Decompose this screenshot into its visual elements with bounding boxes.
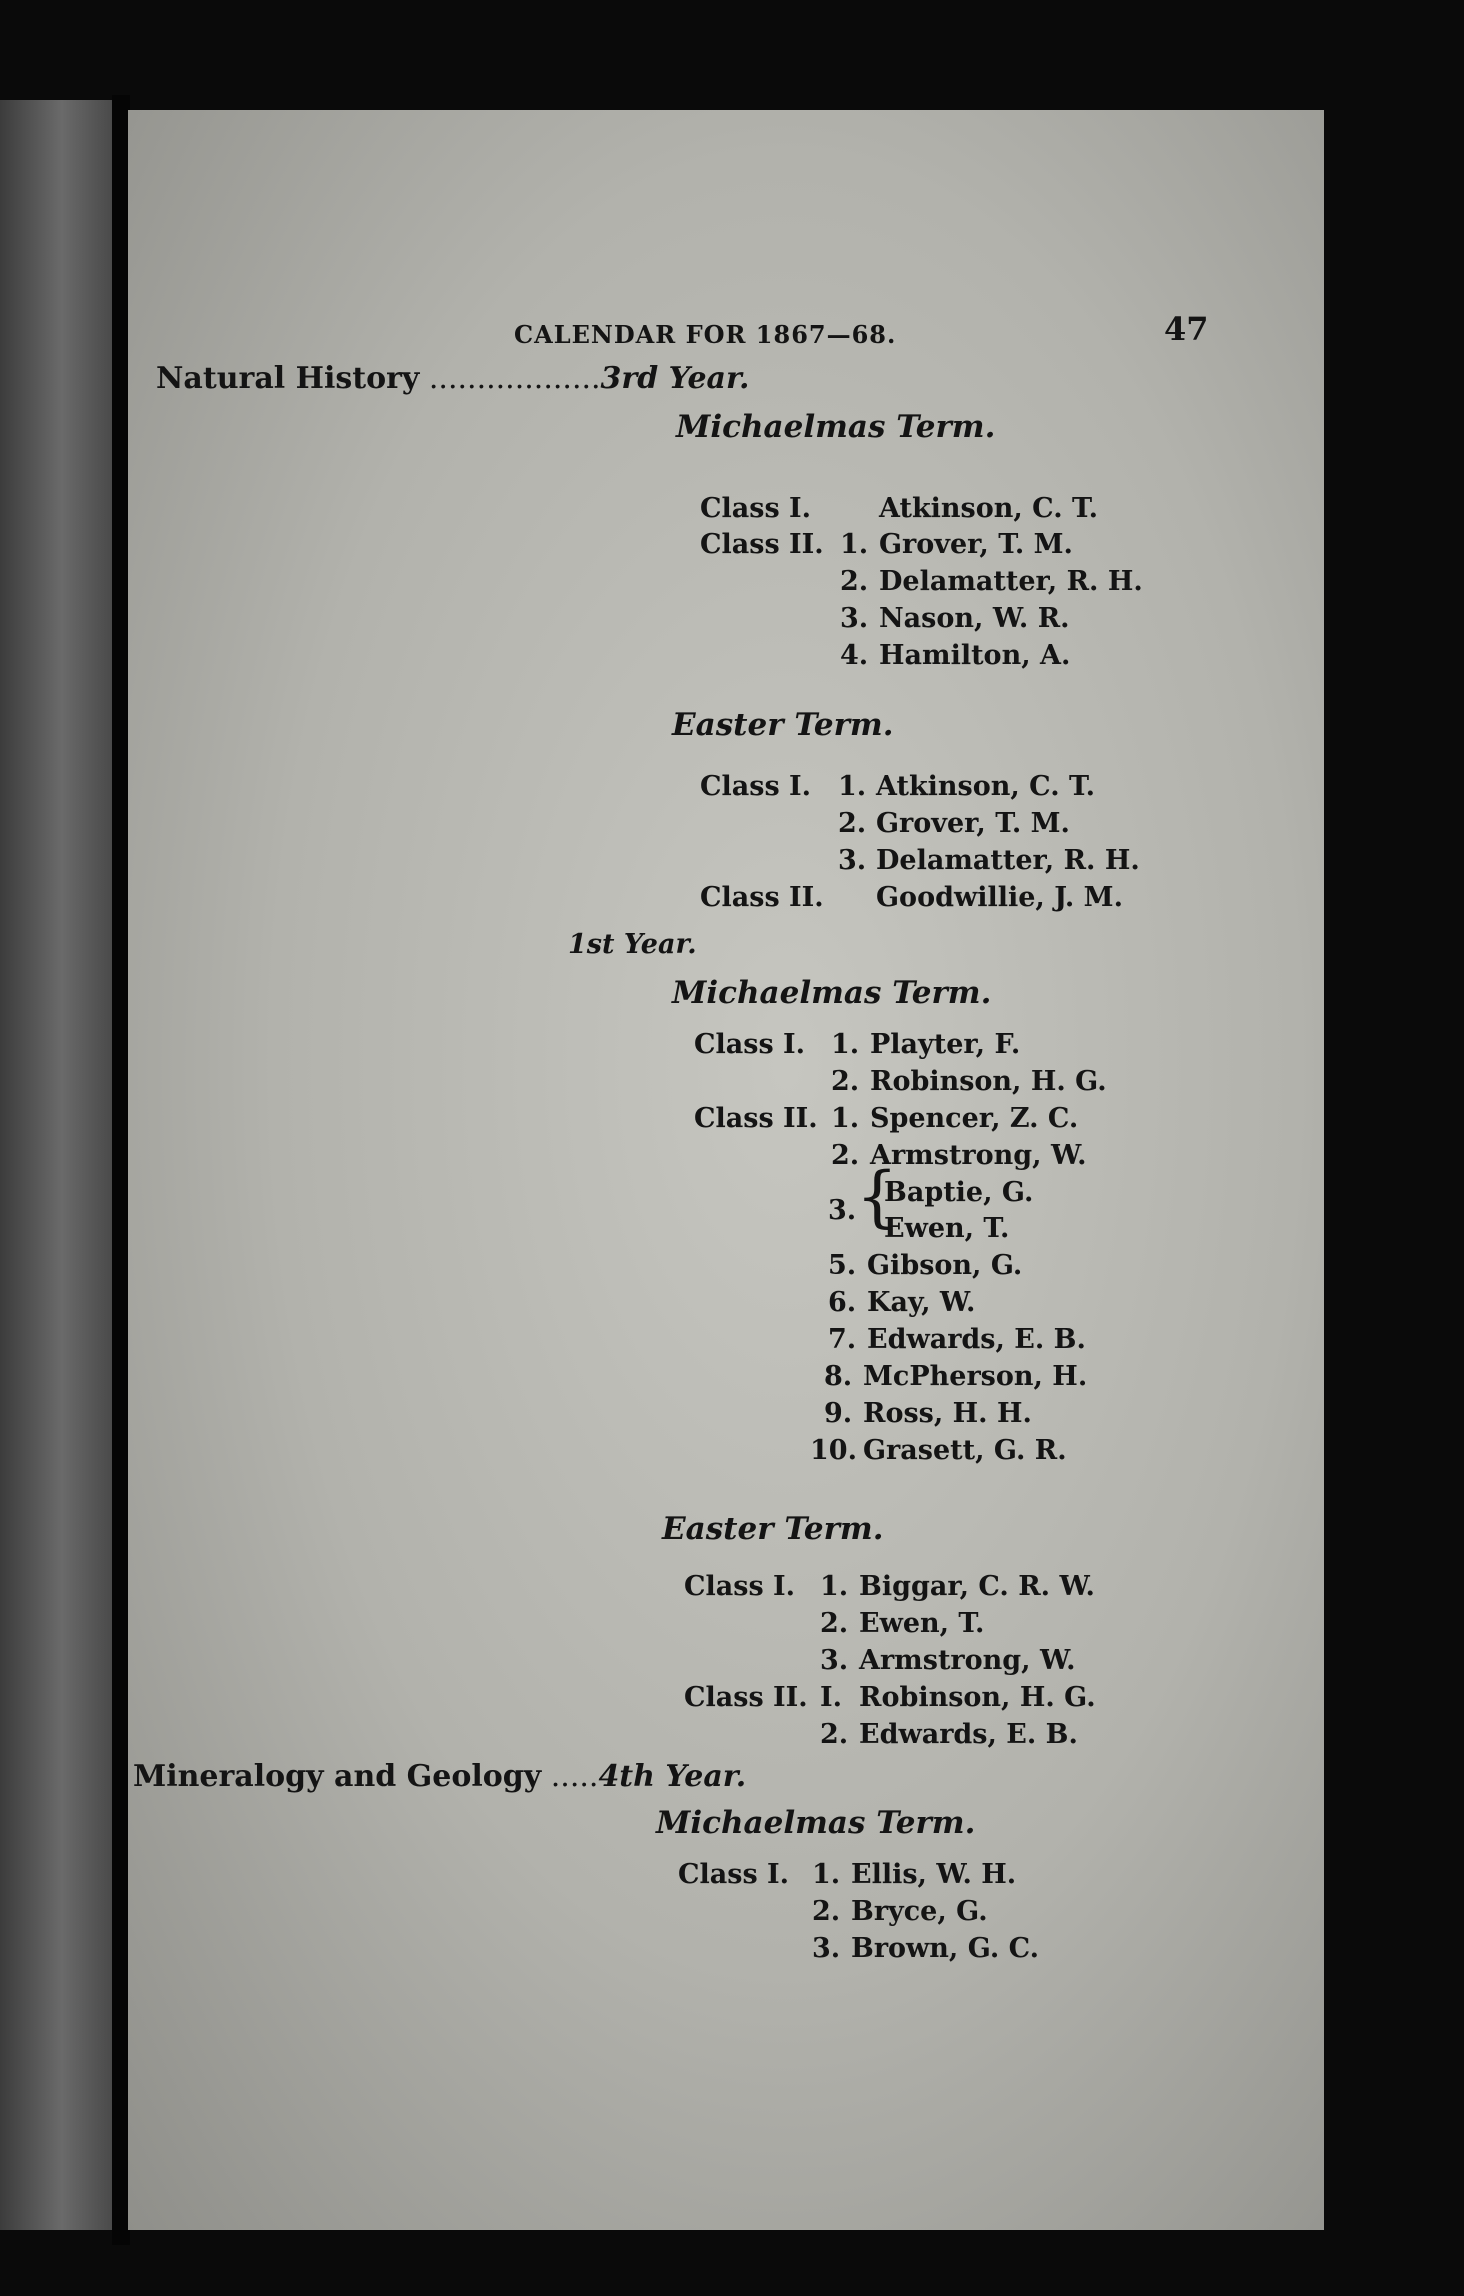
student-name: Goodwillie, J. M. bbox=[876, 882, 1123, 913]
student-name: Playter, F. bbox=[870, 1029, 1021, 1060]
class-label: Class II. bbox=[694, 1103, 818, 1134]
term-heading: Michaelmas Term. bbox=[672, 975, 992, 1011]
student-name: Ross, H. H. bbox=[863, 1398, 1032, 1429]
rank-number: 1. bbox=[812, 1859, 841, 1890]
student-name: Robinson, H. G. bbox=[870, 1066, 1107, 1097]
book-page bbox=[128, 110, 1324, 2230]
section-leader: .................. bbox=[419, 361, 601, 396]
rank-number: 10. bbox=[810, 1435, 857, 1466]
class-label: Class I. bbox=[684, 1571, 796, 1602]
class-label: Class II. bbox=[700, 529, 824, 560]
section-year: 4th Year. bbox=[598, 1759, 747, 1794]
student-name: Gibson, G. bbox=[867, 1250, 1023, 1281]
rank-number: 1. bbox=[838, 771, 867, 802]
student-name: Armstrong, W. bbox=[870, 1140, 1087, 1171]
class-label: Class II. bbox=[700, 882, 824, 913]
section-leader: ..... bbox=[541, 1759, 599, 1794]
student-name: Brown, G. C. bbox=[851, 1933, 1040, 1964]
student-name: Ewen, T. bbox=[884, 1213, 1010, 1244]
rank-number: 1. bbox=[831, 1103, 860, 1134]
term-heading: Easter Term. bbox=[672, 707, 894, 743]
student-name: Edwards, E. B. bbox=[859, 1719, 1078, 1750]
rank-number: 3. bbox=[820, 1645, 849, 1676]
running-header: CALENDAR FOR 1867—68. bbox=[514, 320, 897, 349]
term-heading: Michaelmas Term. bbox=[676, 409, 996, 445]
student-name: Biggar, C. R. W. bbox=[859, 1571, 1095, 1602]
student-name: Edwards, E. B. bbox=[867, 1324, 1086, 1355]
tie-brace: { bbox=[856, 1158, 898, 1235]
student-name: Robinson, H. G. bbox=[859, 1682, 1096, 1713]
student-name: Atkinson, C. T. bbox=[879, 493, 1099, 524]
rank-number: 2. bbox=[820, 1719, 849, 1750]
class-label: Class I. bbox=[678, 1859, 790, 1890]
student-name: Atkinson, C. T. bbox=[876, 771, 1096, 802]
rank-number: 7. bbox=[828, 1324, 857, 1355]
rank-number: 3. bbox=[840, 603, 869, 634]
class-label: Class I. bbox=[694, 1029, 806, 1060]
rank-number: 3. bbox=[828, 1195, 857, 1226]
rank-number: 1. bbox=[820, 1571, 849, 1602]
rank-number: 8. bbox=[824, 1361, 853, 1392]
student-name: Delamatter, R. H. bbox=[876, 845, 1140, 876]
student-name: Bryce, G. bbox=[851, 1896, 988, 1927]
section-subject: Mineralogy and Geology bbox=[133, 1759, 542, 1794]
student-name: Hamilton, A. bbox=[879, 640, 1071, 671]
student-name: Delamatter, R. H. bbox=[879, 566, 1143, 597]
student-name: Baptie, G. bbox=[884, 1177, 1034, 1208]
section-heading bbox=[133, 1760, 746, 1794]
rank-number: 9. bbox=[824, 1398, 853, 1429]
class-label: Class I. bbox=[700, 493, 812, 524]
class-label: Class I. bbox=[700, 771, 812, 802]
student-name: Ellis, W. H. bbox=[851, 1859, 1017, 1890]
facing-page-edge bbox=[0, 100, 112, 2230]
rank-number: 6. bbox=[828, 1287, 857, 1318]
student-name: McPherson, H. bbox=[863, 1361, 1088, 1392]
rank-number: 3. bbox=[812, 1933, 841, 1964]
student-name: Spencer, Z. C. bbox=[870, 1103, 1079, 1134]
page-number: 47 bbox=[1164, 310, 1209, 348]
rank-number: 1. bbox=[840, 529, 869, 560]
student-name: Armstrong, W. bbox=[859, 1645, 1076, 1676]
rank-number: 2. bbox=[838, 808, 867, 839]
rank-number: 2. bbox=[840, 566, 869, 597]
student-name: Grover, T. M. bbox=[879, 529, 1073, 560]
section-heading bbox=[156, 362, 749, 396]
section-year: 3rd Year. bbox=[600, 361, 750, 396]
student-name: Nason, W. R. bbox=[879, 603, 1070, 634]
student-name: Kay, W. bbox=[867, 1287, 976, 1318]
section-year: 1st Year. bbox=[568, 929, 697, 960]
rank-number: 2. bbox=[812, 1896, 841, 1927]
rank-number: I. bbox=[820, 1682, 843, 1713]
student-name: Ewen, T. bbox=[859, 1608, 985, 1639]
rank-number: 2. bbox=[831, 1066, 860, 1097]
section-subject: Natural History bbox=[156, 361, 420, 396]
rank-number: 3. bbox=[838, 845, 867, 876]
rank-number: 2. bbox=[820, 1608, 849, 1639]
term-heading: Michaelmas Term. bbox=[656, 1805, 976, 1841]
term-heading: Easter Term. bbox=[662, 1511, 884, 1547]
student-name: Grasett, G. R. bbox=[863, 1435, 1067, 1466]
rank-number: 2. bbox=[831, 1140, 860, 1171]
rank-number: 4. bbox=[840, 640, 869, 671]
class-label: Class II. bbox=[684, 1682, 808, 1713]
rank-number: 5. bbox=[828, 1250, 857, 1281]
rank-number: 1. bbox=[831, 1029, 860, 1060]
student-name: Grover, T. M. bbox=[876, 808, 1070, 839]
